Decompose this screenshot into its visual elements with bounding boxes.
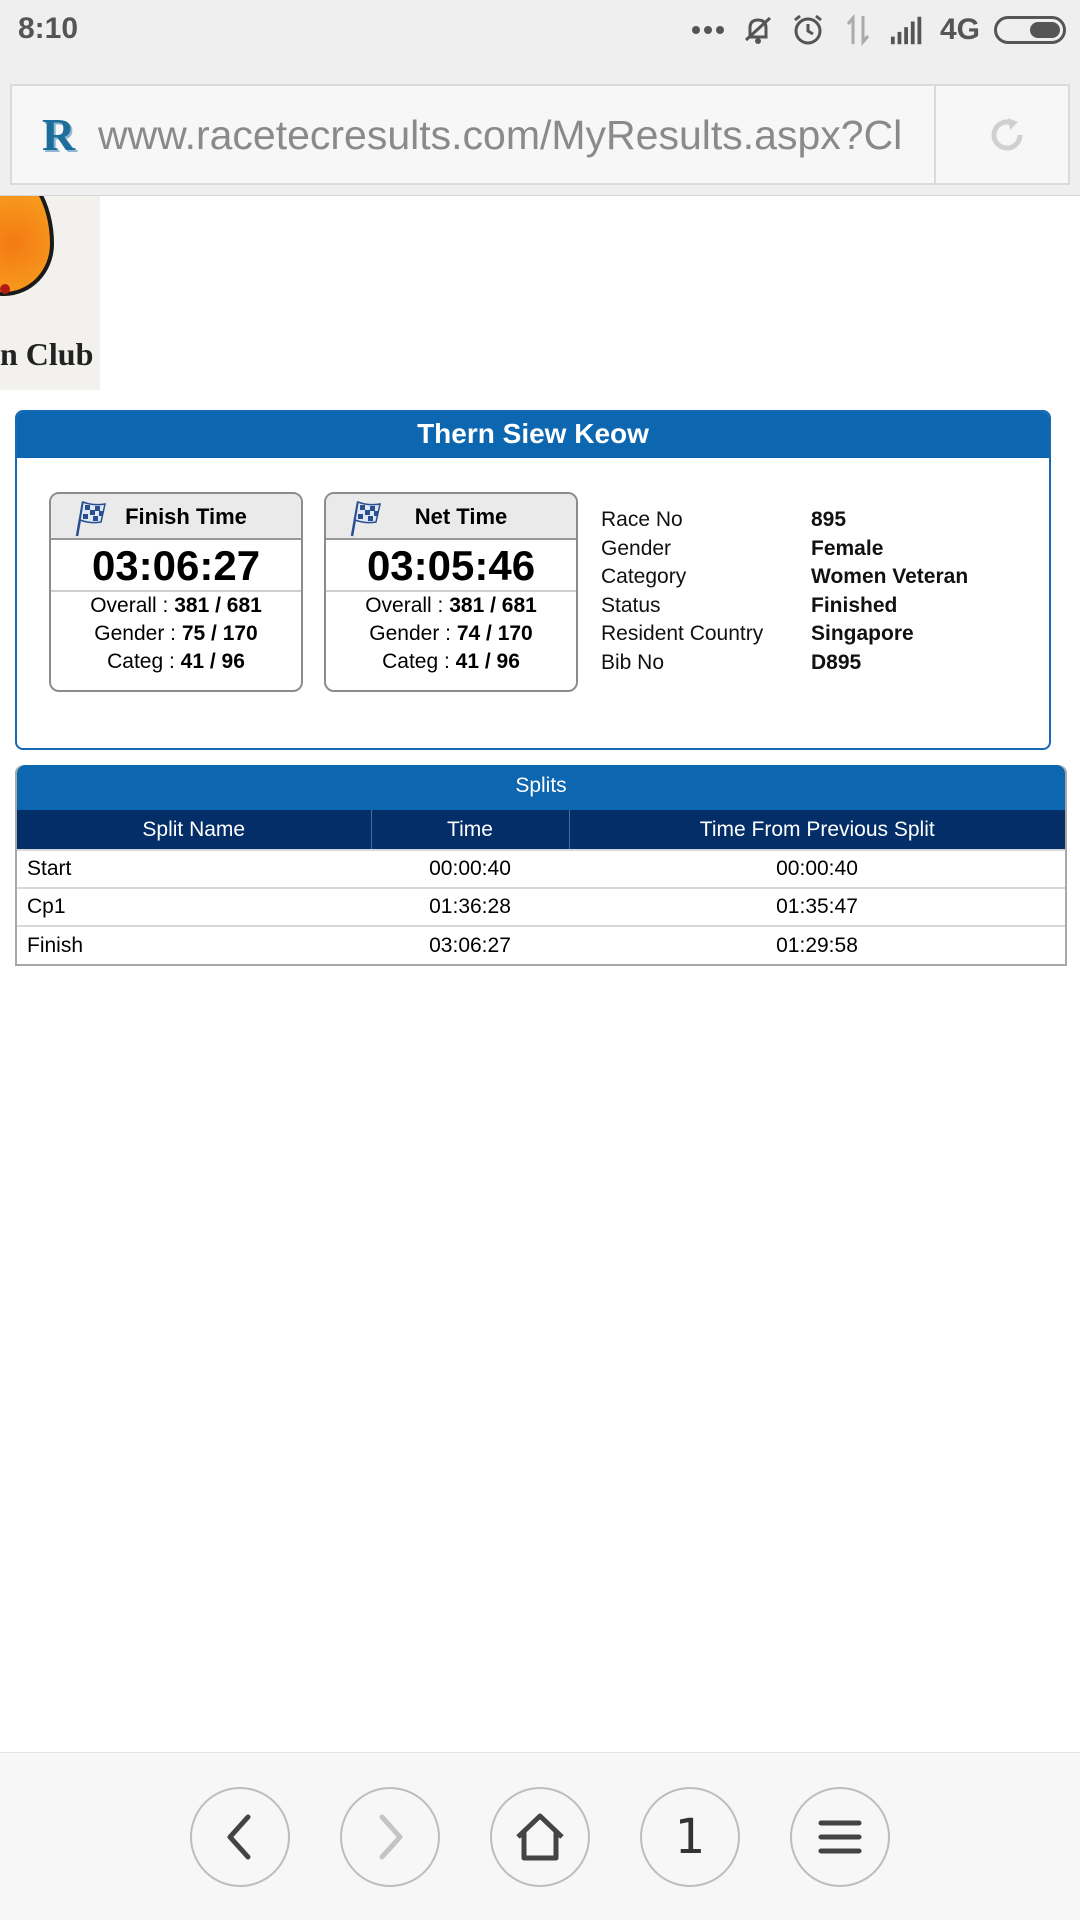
- finish-categ-row: [51, 648, 301, 676]
- split-prev-cell: 01:35:47: [569, 888, 1065, 926]
- splits-table: [17, 810, 1065, 964]
- info-value: D895: [811, 650, 862, 674]
- info-label: Category: [601, 565, 687, 589]
- address-divider: [934, 86, 936, 183]
- mute-icon: [740, 12, 776, 48]
- address-bar[interactable]: [10, 84, 1070, 185]
- split-name-cell: Start: [17, 850, 371, 888]
- net-categ-row: [326, 648, 576, 676]
- net-time-box: [324, 492, 578, 692]
- finish-time-box: [49, 492, 303, 692]
- info-status: [601, 592, 1041, 621]
- split-time-cell: 03:06:27: [371, 926, 569, 964]
- chevron-left-icon: [220, 1813, 260, 1861]
- split-prev-cell: 00:00:40: [569, 850, 1065, 888]
- info-bib-no: [601, 649, 1041, 678]
- info-gender: [601, 535, 1041, 564]
- splits-header-row: [17, 810, 1065, 850]
- info-value: Singapore: [811, 622, 914, 646]
- tabs-button[interactable]: [640, 1787, 740, 1887]
- splits-title: Splits: [17, 765, 1065, 810]
- home-icon: [512, 1811, 568, 1863]
- info-label: Status: [601, 593, 661, 617]
- tab-count: 1: [674, 1809, 706, 1865]
- info-race-no: [601, 506, 1041, 535]
- finish-overall-value: 381 / 681: [174, 594, 262, 617]
- finish-overall-row: [51, 592, 301, 620]
- signal-icon: [890, 12, 926, 48]
- info-value: Finished: [811, 593, 898, 617]
- column-header: Time: [371, 810, 569, 850]
- info-label: Resident Country: [601, 622, 764, 646]
- url-text[interactable]: www.racetecresults.com/MyResults.aspx?Cl: [98, 112, 903, 158]
- status-icons: [690, 10, 1066, 50]
- finish-gender-row: [51, 620, 301, 648]
- split-time-cell: 01:36:28: [371, 888, 569, 926]
- logo-text: n Club: [0, 336, 94, 372]
- net-gender-row: [326, 620, 576, 648]
- info-category: [601, 563, 1041, 592]
- finish-time-value: 03:06:27: [51, 540, 301, 592]
- menu-button[interactable]: [790, 1787, 890, 1887]
- column-header: Split Name: [17, 810, 371, 850]
- info-value: Female: [811, 536, 884, 560]
- net-gender-label: Gender :: [369, 622, 451, 645]
- chevron-right-icon: [370, 1813, 410, 1861]
- reload-icon[interactable]: [982, 110, 1032, 160]
- menu-icon: [818, 1818, 862, 1856]
- net-categ-label: Categ :: [382, 650, 450, 673]
- browser-toolbar: [0, 62, 1080, 196]
- net-time-title: Net Time: [414, 504, 508, 529]
- column-header: Time From Previous Split: [569, 810, 1065, 850]
- table-row: [17, 850, 1065, 888]
- net-overall-value: 381 / 681: [449, 594, 537, 617]
- info-label: Race No: [601, 508, 683, 532]
- net-time-header: [326, 494, 576, 540]
- splits-panel: [15, 765, 1067, 966]
- finish-time-title: Finish Time: [125, 504, 247, 529]
- alarm-icon: [790, 12, 826, 48]
- net-gender-value: 74 / 170: [456, 622, 533, 645]
- finish-categ-value: 41 / 96: [180, 650, 245, 673]
- browser-bottom-nav: [0, 1752, 1080, 1920]
- data-arrows-icon: [840, 12, 876, 48]
- split-prev-cell: 01:29:58: [569, 926, 1065, 964]
- info-label: Bib No: [601, 650, 665, 674]
- net-time-value: 03:05:46: [326, 540, 576, 592]
- net-overall-label: Overall :: [365, 594, 444, 617]
- back-button[interactable]: [190, 1787, 290, 1887]
- finish-gender-value: 75 / 170: [181, 622, 258, 645]
- runner-name: Thern Siew Keow: [17, 412, 1049, 458]
- runner-result-card: [15, 410, 1051, 750]
- status-bar: [0, 0, 1080, 62]
- split-time-cell: 00:00:40: [371, 850, 569, 888]
- more-dots-icon: [690, 12, 726, 48]
- info-value: 895: [811, 508, 847, 532]
- status-time: 8:10: [18, 12, 79, 45]
- forward-button[interactable]: [340, 1787, 440, 1887]
- table-row: [17, 888, 1065, 926]
- split-name-cell: Finish: [17, 926, 371, 964]
- home-button[interactable]: [490, 1787, 590, 1887]
- info-label: Gender: [601, 536, 672, 560]
- club-logo: [0, 196, 100, 390]
- finish-time-header: [51, 494, 301, 540]
- logo-dot: [0, 284, 10, 294]
- finish-gender-label: Gender :: [94, 622, 176, 645]
- finish-categ-label: Categ :: [107, 650, 175, 673]
- split-name-cell: Cp1: [17, 888, 371, 926]
- info-value: Women Veteran: [811, 565, 969, 589]
- finish-overall-label: Overall :: [90, 594, 169, 617]
- net-overall-row: [326, 592, 576, 620]
- runner-info-list: [601, 506, 1041, 677]
- battery-icon: [994, 16, 1066, 44]
- network-type: 4G: [939, 13, 980, 46]
- info-resident-country: [601, 620, 1041, 649]
- logo-fruit-shape: [0, 196, 54, 296]
- net-categ-value: 41 / 96: [455, 650, 520, 673]
- site-favicon: R: [42, 109, 76, 160]
- table-row: [17, 926, 1065, 964]
